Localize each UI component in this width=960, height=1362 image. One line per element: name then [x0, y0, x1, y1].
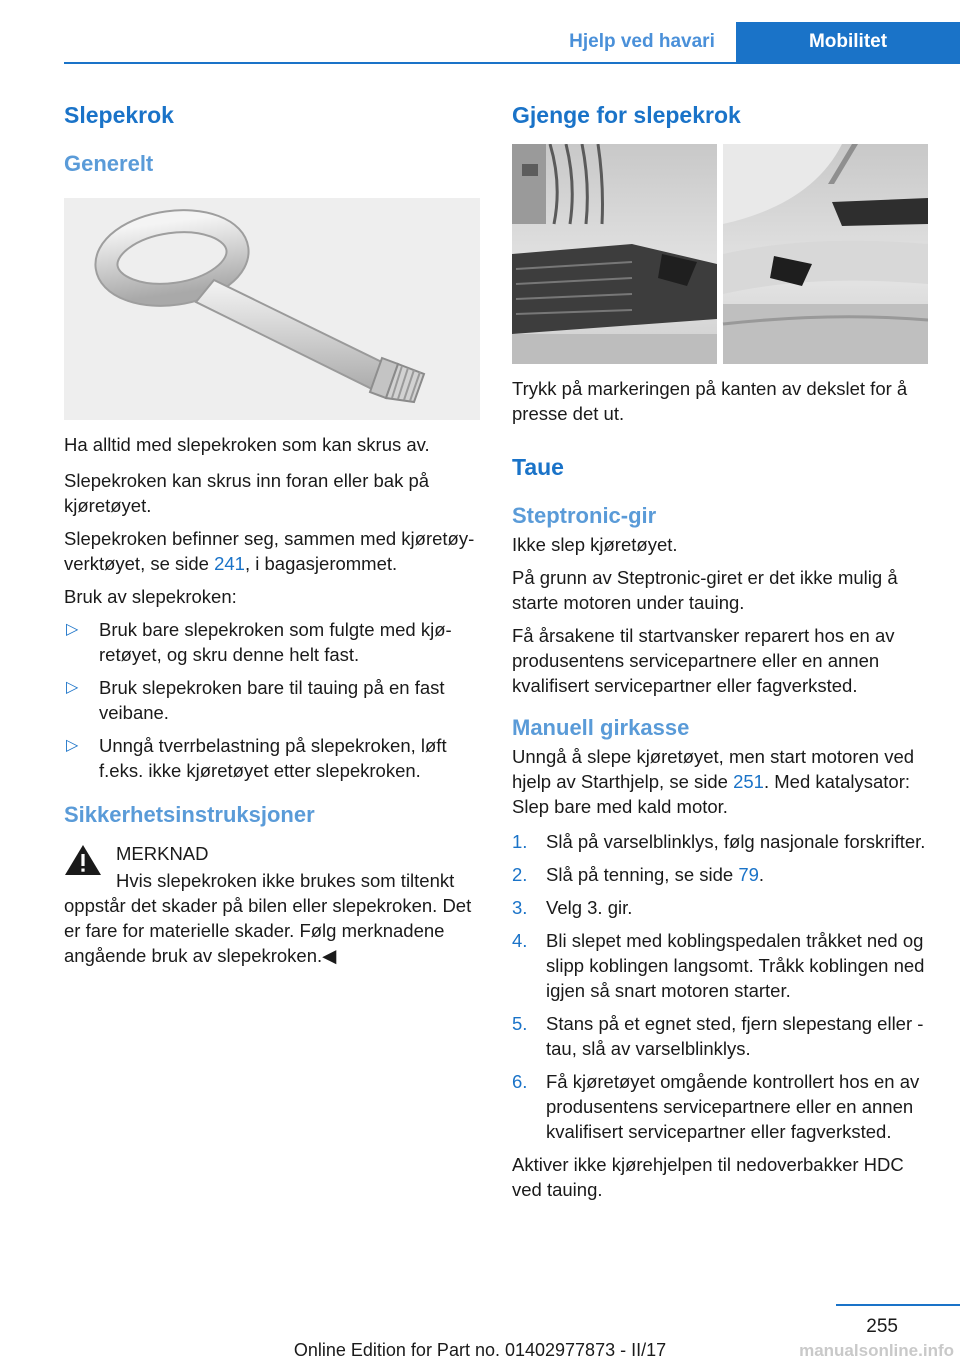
subsection-title-manual: Manuell girkasse [512, 715, 690, 740]
subsection-title-general: Generelt [64, 151, 154, 176]
step-text-end: . [758, 864, 765, 885]
tow-hook-icon [64, 198, 480, 420]
paragraph-always-carry: Ha alltid med slepekroken som kan skrus av. [64, 434, 430, 455]
warning-text [64, 868, 480, 968]
list-item [512, 1069, 928, 1144]
step-text: Slå på tenning, se side [546, 864, 739, 885]
footer-divider [836, 1304, 960, 1306]
step-text: Velg 3. gir. [546, 897, 633, 918]
paragraph-manual-intro [512, 744, 928, 819]
subsection-title-safety: Sikkerhetsinstruksjoner [64, 802, 315, 827]
paragraph-location-end: , i bagasjerommet. [244, 553, 398, 574]
step-number: 3. [512, 897, 528, 918]
watermark: manualsonline.info [799, 1341, 954, 1360]
warning-triangle-icon [64, 843, 102, 877]
triangle-bullet-icon: ▷ [66, 621, 79, 638]
warning-block [64, 841, 480, 968]
page-link-241[interactable]: 241 [214, 553, 245, 574]
bumper-illustration [512, 144, 928, 364]
list-item [512, 1011, 928, 1061]
step-number: 5. [512, 1013, 528, 1034]
step-text: Slå på varselblinklys, følg nasjonale forskrifter. [546, 831, 926, 852]
section-title-tow-thread: Gjenge for slepekrok [512, 102, 741, 128]
subsection-title-steptronic: Steptronic-gir [512, 503, 657, 528]
list-item [64, 733, 480, 783]
chapter-tab[interactable]: Mobilitet [736, 22, 960, 62]
paragraph-manual-text: Unngå å slepe kjøretøyet, men start motoren ved hjelp av Starthjelp, se side [512, 746, 915, 792]
step-text: Bli slepet med koblingspedalen tråkket ned og slipp koblingen langsomt. Tråkk koblingen ned igjen så snart motoren starter. [546, 930, 925, 1001]
edition-note: Online Edition for Part no. 01402977873 - II/17 [293, 1340, 667, 1360]
page-number: 255 [866, 1316, 898, 1337]
paragraph-cannot-start: På grunn av Steptronic-giret er det ikke mulig å starte motoren under tauing. [512, 567, 898, 613]
paragraph-hdc: Aktiver ikke kjørehjelpen til nedoverbakker HDC ved tauing. [512, 1154, 904, 1200]
list-item [512, 895, 928, 920]
list-item [512, 862, 928, 887]
warning-label: MERKNAD [116, 843, 209, 864]
page-link-251[interactable]: 251 [733, 771, 764, 792]
warning-text-body: Hvis slepekroken ikke brukes som tiltenkt oppstår det skader på bilen eller slepekroken. Det er fare for materielle skader. Følg merknadene angående bruk av slepekroken. [64, 870, 472, 966]
figure-caption: Trykk på markeringen på kanten av dekslet for å presse det ut. [512, 378, 908, 424]
step-number: 4. [512, 930, 528, 951]
list-item-text: Unngå tverrbelastning på slepekroken, løft f.eks. ikke kjøretøyet etter slepekroken. [99, 735, 447, 781]
paragraph-location [64, 526, 480, 576]
right-column [512, 98, 928, 1202]
bumper-cover-icon [512, 144, 928, 364]
list-item [64, 617, 480, 667]
step-number: 6. [512, 1071, 528, 1092]
towing-steps-list [512, 829, 928, 1144]
page-link-79[interactable]: 79 [738, 864, 759, 885]
list-item [512, 928, 928, 1003]
section-tab[interactable]: Hjelp ved havari [569, 31, 715, 52]
left-column [64, 98, 480, 968]
triangle-bullet-icon: ▷ [66, 679, 79, 696]
paragraph-usage-intro: Bruk av slepekroken: [64, 586, 237, 607]
paragraph-location-text: Slepekroken befinner seg, sammen med kjøretøy-verktøyet, se side [64, 528, 475, 574]
triangle-bullet-icon: ▷ [66, 737, 79, 754]
tow-hook-illustration [64, 198, 480, 420]
usage-list [64, 617, 480, 783]
paragraph-front-or-rear: Slepekroken kan skrus inn foran eller bak på kjøretøyet. [64, 470, 430, 516]
header-divider [64, 62, 960, 64]
section-title-tow-hook: Slepekrok [64, 102, 174, 128]
paragraph-repair: Få årsakene til startvansker reparert hos en av produsentens servicepartnere eller en annen kvalifisert servicepartner eller fagverksted. [512, 625, 895, 696]
section-title-towing: Taue [512, 454, 564, 480]
list-item [512, 829, 928, 854]
paragraph-do-not-tow: Ikke slep kjøretøyet. [512, 534, 678, 555]
paragraph-manual-end: . Med katalysator: Slep bare med kald motor. [512, 771, 910, 817]
end-mark-icon: ◀ [322, 945, 337, 966]
list-item [64, 675, 480, 725]
step-number: 1. [512, 831, 528, 852]
list-item-text: Bruk slepekroken bare til tauing på en fast veibane. [99, 677, 445, 723]
list-item-text: Bruk bare slepekroken som fulgte med kjøretøyet, og skru denne helt fast. [99, 619, 452, 665]
step-number: 2. [512, 864, 528, 885]
step-text: Stans på et egnet sted, fjern slepestang eller -tau, slå av varselblinklys. [546, 1013, 924, 1059]
step-text: Få kjøretøyet omgående kontrollert hos en av produsentens servicepartnere eller en annen kvalifisert servicepartner eller fagverksted. [546, 1071, 920, 1142]
